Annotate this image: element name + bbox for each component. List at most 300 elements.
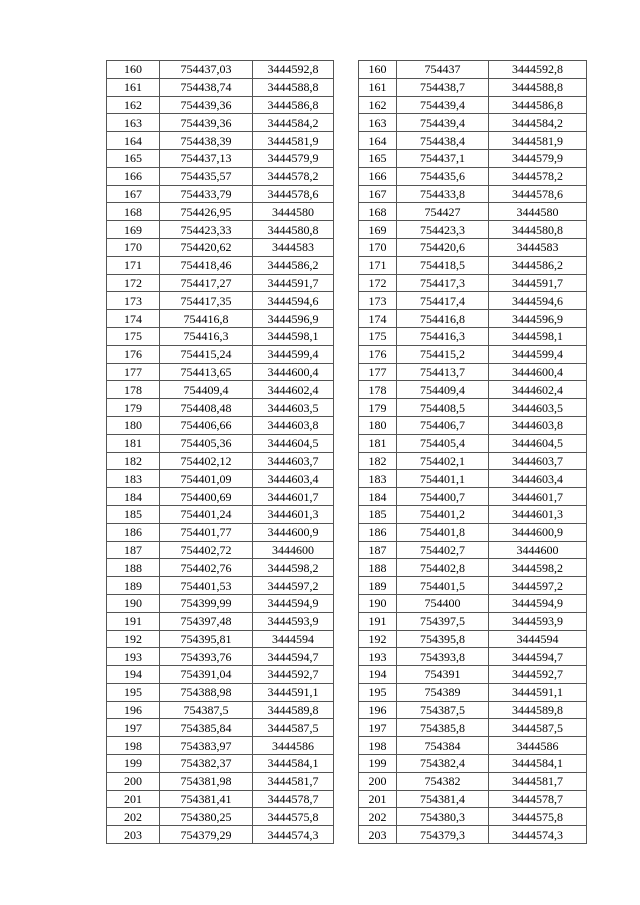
table-row [107,434,334,452]
point-number-cell: 167 [107,185,160,203]
point-number-cell: 175 [359,327,397,345]
y-coordinate-cell: 3444586,2 [489,256,587,274]
y-coordinate-cell: 3444594,9 [489,594,587,612]
x-coordinate-cell: 754435,6 [397,167,489,185]
x-coordinate-cell: 754418,5 [397,256,489,274]
x-coordinate-cell: 754401,5 [397,577,489,595]
x-coordinate-cell: 754395,81 [160,630,253,648]
point-number-cell: 194 [359,666,397,684]
y-coordinate-cell: 3444588,8 [489,78,587,96]
x-coordinate-cell: 754401,1 [397,470,489,488]
y-coordinate-cell: 3444586,8 [253,96,334,114]
point-number-cell: 179 [359,399,397,417]
x-coordinate-cell: 754400 [397,594,489,612]
point-number-cell: 184 [359,488,397,506]
y-coordinate-cell: 3444597,2 [489,577,587,595]
x-coordinate-cell: 754402,7 [397,541,489,559]
x-coordinate-cell: 754439,36 [160,96,253,114]
y-coordinate-cell: 3444594,6 [489,292,587,310]
y-coordinate-cell: 3444592,8 [489,61,587,79]
point-number-cell: 172 [107,274,160,292]
table-body-right [359,61,587,844]
table-row [107,755,334,773]
y-coordinate-cell: 3444578,2 [253,167,334,185]
table-row [359,470,587,488]
point-number-cell: 163 [359,114,397,132]
table-row [107,826,334,844]
table-row [107,149,334,167]
table-row [359,416,587,434]
x-coordinate-cell: 754417,3 [397,274,489,292]
table-row [107,345,334,363]
table-row [107,167,334,185]
y-coordinate-cell: 3444591,7 [489,274,587,292]
table-row [107,772,334,790]
y-coordinate-cell: 3444586 [489,737,587,755]
table-row [359,292,587,310]
point-number-cell: 162 [107,96,160,114]
point-number-cell: 196 [107,701,160,719]
table-row [359,185,587,203]
table-row [359,363,587,381]
table-row [107,238,334,256]
point-number-cell: 182 [107,452,160,470]
table-row [107,96,334,114]
y-coordinate-cell: 3444580,8 [489,221,587,239]
point-number-cell: 165 [107,149,160,167]
point-number-cell: 165 [359,149,397,167]
table-row [107,790,334,808]
table-row [359,61,587,79]
table-row [359,96,587,114]
x-coordinate-cell: 754416,8 [397,310,489,328]
point-number-cell: 199 [107,755,160,773]
table-row [359,310,587,328]
table-row [359,737,587,755]
x-coordinate-cell: 754435,57 [160,167,253,185]
y-coordinate-cell: 3444596,9 [489,310,587,328]
table-row [107,256,334,274]
point-number-cell: 202 [107,808,160,826]
point-number-cell: 162 [359,96,397,114]
table-row [107,630,334,648]
point-number-cell: 177 [107,363,160,381]
point-number-cell: 200 [107,772,160,790]
x-coordinate-cell: 754438,4 [397,132,489,150]
point-number-cell: 183 [359,470,397,488]
table-row [107,416,334,434]
table-row [107,488,334,506]
point-number-cell: 198 [359,737,397,755]
table-row [359,612,587,630]
y-coordinate-cell: 3444598,2 [489,559,587,577]
x-coordinate-cell: 754401,53 [160,577,253,595]
y-coordinate-cell: 3444600,4 [489,363,587,381]
x-coordinate-cell: 754408,5 [397,399,489,417]
table-row [107,203,334,221]
y-coordinate-cell: 3444603,5 [253,399,334,417]
table-row [107,327,334,345]
x-coordinate-cell: 754381,98 [160,772,253,790]
point-number-cell: 203 [359,826,397,844]
x-coordinate-cell: 754391,04 [160,666,253,684]
x-coordinate-cell: 754402,8 [397,559,489,577]
table-row [107,559,334,577]
point-number-cell: 186 [359,523,397,541]
table-row [359,132,587,150]
point-number-cell: 197 [107,719,160,737]
point-number-cell: 193 [359,648,397,666]
x-coordinate-cell: 754427 [397,203,489,221]
x-coordinate-cell: 754382,37 [160,755,253,773]
y-coordinate-cell: 3444597,2 [253,577,334,595]
x-coordinate-cell: 754405,4 [397,434,489,452]
table-row [359,381,587,399]
point-number-cell: 186 [107,523,160,541]
x-coordinate-cell: 754439,4 [397,114,489,132]
point-number-cell: 183 [107,470,160,488]
y-coordinate-cell: 3444604,5 [489,434,587,452]
table-row [107,132,334,150]
point-number-cell: 170 [107,238,160,256]
table-row [359,114,587,132]
x-coordinate-cell: 754406,7 [397,416,489,434]
y-coordinate-cell: 3444594,7 [489,648,587,666]
x-coordinate-cell: 754382 [397,772,489,790]
point-number-cell: 190 [107,594,160,612]
x-coordinate-cell: 754437,1 [397,149,489,167]
point-number-cell: 199 [359,755,397,773]
y-coordinate-cell: 3444599,4 [489,345,587,363]
point-number-cell: 194 [107,666,160,684]
x-coordinate-cell: 754384 [397,737,489,755]
point-number-cell: 190 [359,594,397,612]
table-row [359,203,587,221]
x-coordinate-cell: 754423,3 [397,221,489,239]
x-coordinate-cell: 754388,98 [160,683,253,701]
point-number-cell: 177 [359,363,397,381]
table-row [107,185,334,203]
table-row [107,683,334,701]
point-number-cell: 160 [107,61,160,79]
table-row [359,594,587,612]
point-number-cell: 169 [359,221,397,239]
y-coordinate-cell: 3444578,2 [489,167,587,185]
y-coordinate-cell: 3444587,5 [253,719,334,737]
point-number-cell: 201 [359,790,397,808]
y-coordinate-cell: 3444600 [489,541,587,559]
x-coordinate-cell: 754437,03 [160,61,253,79]
x-coordinate-cell: 754380,3 [397,808,489,826]
y-coordinate-cell: 3444592,7 [253,666,334,684]
table-row [359,719,587,737]
table-row [359,345,587,363]
x-coordinate-cell: 754389 [397,683,489,701]
y-coordinate-cell: 3444581,7 [253,772,334,790]
point-number-cell: 189 [107,577,160,595]
x-coordinate-cell: 754393,76 [160,648,253,666]
x-coordinate-cell: 754401,09 [160,470,253,488]
table-row [359,683,587,701]
table-row [107,363,334,381]
y-coordinate-cell: 3444596,9 [253,310,334,328]
table-row [359,149,587,167]
point-number-cell: 201 [107,790,160,808]
table-row [359,399,587,417]
y-coordinate-cell: 3444601,7 [253,488,334,506]
x-coordinate-cell: 754387,5 [160,701,253,719]
y-coordinate-cell: 3444591,7 [253,274,334,292]
table-row [359,541,587,559]
y-coordinate-cell: 3444601,3 [489,505,587,523]
y-coordinate-cell: 3444586,2 [253,256,334,274]
table-row [359,701,587,719]
y-coordinate-cell: 3444589,8 [253,701,334,719]
table-row [359,630,587,648]
y-coordinate-cell: 3444602,4 [489,381,587,399]
table-row [359,523,587,541]
x-coordinate-cell: 754393,8 [397,648,489,666]
point-number-cell: 189 [359,577,397,595]
point-number-cell: 167 [359,185,397,203]
point-number-cell: 164 [359,132,397,150]
y-coordinate-cell: 3444581,9 [253,132,334,150]
x-coordinate-cell: 754401,77 [160,523,253,541]
y-coordinate-cell: 3444593,9 [489,612,587,630]
point-number-cell: 166 [359,167,397,185]
table-row [359,772,587,790]
y-coordinate-cell: 3444592,7 [489,666,587,684]
point-number-cell: 182 [359,452,397,470]
y-coordinate-cell: 3444599,4 [253,345,334,363]
y-coordinate-cell: 3444591,1 [253,683,334,701]
table-row [359,327,587,345]
y-coordinate-cell: 3444598,1 [489,327,587,345]
point-number-cell: 173 [107,292,160,310]
x-coordinate-cell: 754439,4 [397,96,489,114]
table-row [107,221,334,239]
x-coordinate-cell: 754439,36 [160,114,253,132]
x-coordinate-cell: 754400,7 [397,488,489,506]
x-coordinate-cell: 754399,99 [160,594,253,612]
x-coordinate-cell: 754401,8 [397,523,489,541]
point-number-cell: 191 [107,612,160,630]
point-number-cell: 172 [359,274,397,292]
x-coordinate-cell: 754408,48 [160,399,253,417]
point-number-cell: 174 [107,310,160,328]
table-row [107,594,334,612]
x-coordinate-cell: 754438,74 [160,78,253,96]
y-coordinate-cell: 3444598,2 [253,559,334,577]
x-coordinate-cell: 754383,97 [160,737,253,755]
point-number-cell: 181 [107,434,160,452]
x-coordinate-cell: 754401,2 [397,505,489,523]
y-coordinate-cell: 3444586,8 [489,96,587,114]
table-row [107,505,334,523]
coordinates-table-right [358,60,587,844]
x-coordinate-cell: 754409,4 [397,381,489,399]
y-coordinate-cell: 3444589,8 [489,701,587,719]
x-coordinate-cell: 754420,62 [160,238,253,256]
y-coordinate-cell: 3444591,1 [489,683,587,701]
table-row [107,470,334,488]
x-coordinate-cell: 754423,33 [160,221,253,239]
table-row [107,399,334,417]
y-coordinate-cell: 3444600,9 [253,523,334,541]
point-number-cell: 192 [359,630,397,648]
point-number-cell: 180 [107,416,160,434]
x-coordinate-cell: 754413,7 [397,363,489,381]
y-coordinate-cell: 3444584,2 [489,114,587,132]
x-coordinate-cell: 754387,5 [397,701,489,719]
x-coordinate-cell: 754401,24 [160,505,253,523]
y-coordinate-cell: 3444575,8 [489,808,587,826]
table-row [107,381,334,399]
y-coordinate-cell: 3444600 [253,541,334,559]
point-number-cell: 175 [107,327,160,345]
table-row [107,612,334,630]
x-coordinate-cell: 754397,48 [160,612,253,630]
point-number-cell: 192 [107,630,160,648]
x-coordinate-cell: 754416,3 [160,327,253,345]
table-row [359,488,587,506]
table-row [359,505,587,523]
y-coordinate-cell: 3444574,3 [489,826,587,844]
x-coordinate-cell: 754406,66 [160,416,253,434]
point-number-cell: 200 [359,772,397,790]
y-coordinate-cell: 3444581,9 [489,132,587,150]
point-number-cell: 169 [107,221,160,239]
y-coordinate-cell: 3444598,1 [253,327,334,345]
x-coordinate-cell: 754409,4 [160,381,253,399]
y-coordinate-cell: 3444579,9 [489,149,587,167]
table-row [107,452,334,470]
x-coordinate-cell: 754437,13 [160,149,253,167]
y-coordinate-cell: 3444581,7 [489,772,587,790]
y-coordinate-cell: 3444601,3 [253,505,334,523]
x-coordinate-cell: 754437 [397,61,489,79]
x-coordinate-cell: 754402,76 [160,559,253,577]
table-row [359,452,587,470]
y-coordinate-cell: 3444575,8 [253,808,334,826]
point-number-cell: 178 [107,381,160,399]
table-row [107,666,334,684]
table-row [107,648,334,666]
point-number-cell: 187 [107,541,160,559]
table-body-left [107,61,334,844]
y-coordinate-cell: 3444600,9 [489,523,587,541]
y-coordinate-cell: 3444578,6 [489,185,587,203]
x-coordinate-cell: 754379,3 [397,826,489,844]
x-coordinate-cell: 754438,7 [397,78,489,96]
table-row [107,310,334,328]
table-row [359,256,587,274]
point-number-cell: 170 [359,238,397,256]
y-coordinate-cell: 3444584,2 [253,114,334,132]
table-row [359,808,587,826]
y-coordinate-cell: 3444603,7 [253,452,334,470]
y-coordinate-cell: 3444601,7 [489,488,587,506]
table-row [359,167,587,185]
table-row [359,434,587,452]
table-row [359,238,587,256]
point-number-cell: 195 [359,683,397,701]
x-coordinate-cell: 754420,6 [397,238,489,256]
table-row [107,541,334,559]
y-coordinate-cell: 3444587,5 [489,719,587,737]
table-row [107,577,334,595]
y-coordinate-cell: 3444594 [253,630,334,648]
table-row [359,221,587,239]
table-row [107,292,334,310]
x-coordinate-cell: 754417,35 [160,292,253,310]
table-row [359,755,587,773]
x-coordinate-cell: 754418,46 [160,256,253,274]
x-coordinate-cell: 754416,8 [160,310,253,328]
x-coordinate-cell: 754402,12 [160,452,253,470]
point-number-cell: 202 [359,808,397,826]
point-number-cell: 163 [107,114,160,132]
point-number-cell: 168 [359,203,397,221]
point-number-cell: 188 [359,559,397,577]
x-coordinate-cell: 754391 [397,666,489,684]
y-coordinate-cell: 3444603,5 [489,399,587,417]
point-number-cell: 161 [107,78,160,96]
table-row [107,114,334,132]
y-coordinate-cell: 3444580,8 [253,221,334,239]
point-number-cell: 164 [107,132,160,150]
x-coordinate-cell: 754395,8 [397,630,489,648]
x-coordinate-cell: 754426,95 [160,203,253,221]
y-coordinate-cell: 3444583 [253,238,334,256]
x-coordinate-cell: 754415,24 [160,345,253,363]
point-number-cell: 171 [107,256,160,274]
point-number-cell: 171 [359,256,397,274]
table-row [107,737,334,755]
table-row [107,61,334,79]
y-coordinate-cell: 3444603,8 [253,416,334,434]
y-coordinate-cell: 3444579,9 [253,149,334,167]
y-coordinate-cell: 3444586 [253,737,334,755]
point-number-cell: 196 [359,701,397,719]
x-coordinate-cell: 754397,5 [397,612,489,630]
point-number-cell: 188 [107,559,160,577]
point-number-cell: 160 [359,61,397,79]
y-coordinate-cell: 3444592,8 [253,61,334,79]
x-coordinate-cell: 754433,8 [397,185,489,203]
point-number-cell: 168 [107,203,160,221]
table-row [359,559,587,577]
point-number-cell: 193 [107,648,160,666]
point-number-cell: 176 [359,345,397,363]
y-coordinate-cell: 3444578,7 [253,790,334,808]
y-coordinate-cell: 3444600,4 [253,363,334,381]
x-coordinate-cell: 754417,27 [160,274,253,292]
point-number-cell: 176 [107,345,160,363]
y-coordinate-cell: 3444602,4 [253,381,334,399]
point-number-cell: 198 [107,737,160,755]
x-coordinate-cell: 754413,65 [160,363,253,381]
table-row [359,274,587,292]
table-row [107,808,334,826]
y-coordinate-cell: 3444584,1 [253,755,334,773]
point-number-cell: 197 [359,719,397,737]
x-coordinate-cell: 754381,4 [397,790,489,808]
x-coordinate-cell: 754382,4 [397,755,489,773]
point-number-cell: 166 [107,167,160,185]
table-row [107,523,334,541]
table-row [359,577,587,595]
